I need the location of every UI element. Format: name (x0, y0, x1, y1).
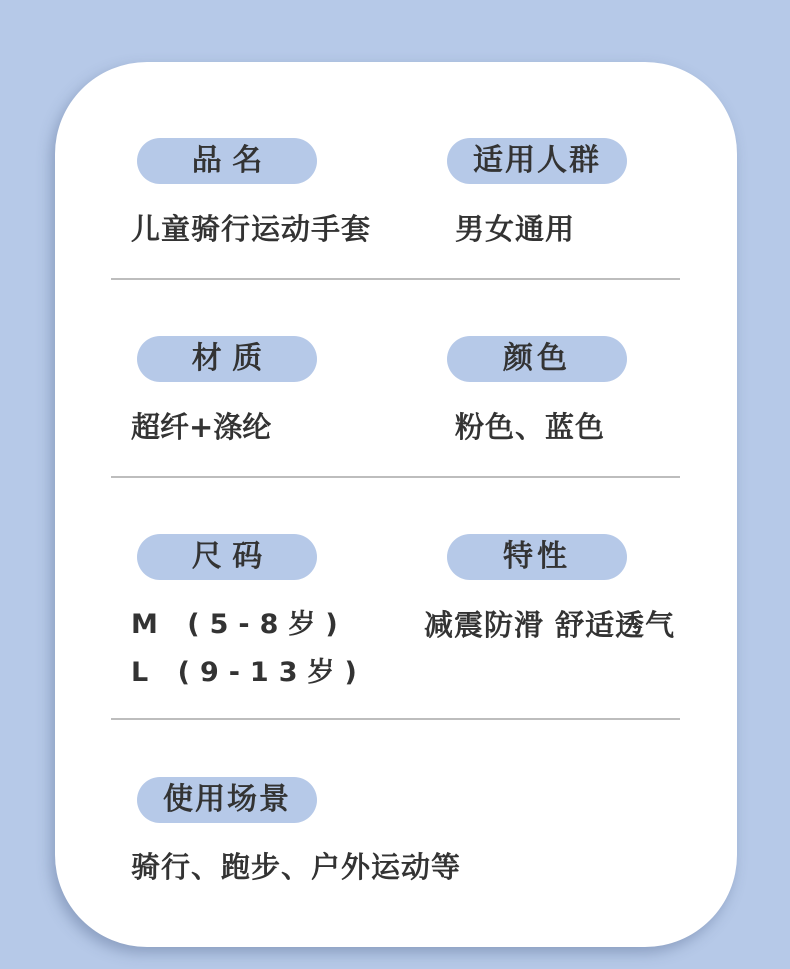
feature-value: 减震防滑 舒适透气 (424, 608, 676, 642)
size-label: 尺 码 (137, 534, 317, 580)
product-name-value: 儿童骑行运动手套 (131, 212, 372, 246)
divider (111, 718, 680, 720)
audience-value: 男女通用 (455, 212, 576, 246)
material-value: 超纤+涤纶 (131, 410, 272, 444)
usage-value: 骑行、跑步、户外运动等 (131, 850, 462, 884)
feature-label: 特性 (447, 534, 627, 580)
material-label: 材 质 (137, 336, 317, 382)
color-value: 粉色、蓝色 (455, 410, 606, 444)
size-value-m: M (5-8岁) (131, 609, 348, 640)
audience-label: 适用人群 (447, 138, 627, 184)
color-label: 颜色 (447, 336, 627, 382)
usage-label: 使用场景 (137, 777, 317, 823)
product-name-label: 品 名 (137, 138, 317, 184)
divider (111, 278, 680, 280)
size-value-l: L (9-13岁) (131, 657, 367, 688)
divider (111, 476, 680, 478)
